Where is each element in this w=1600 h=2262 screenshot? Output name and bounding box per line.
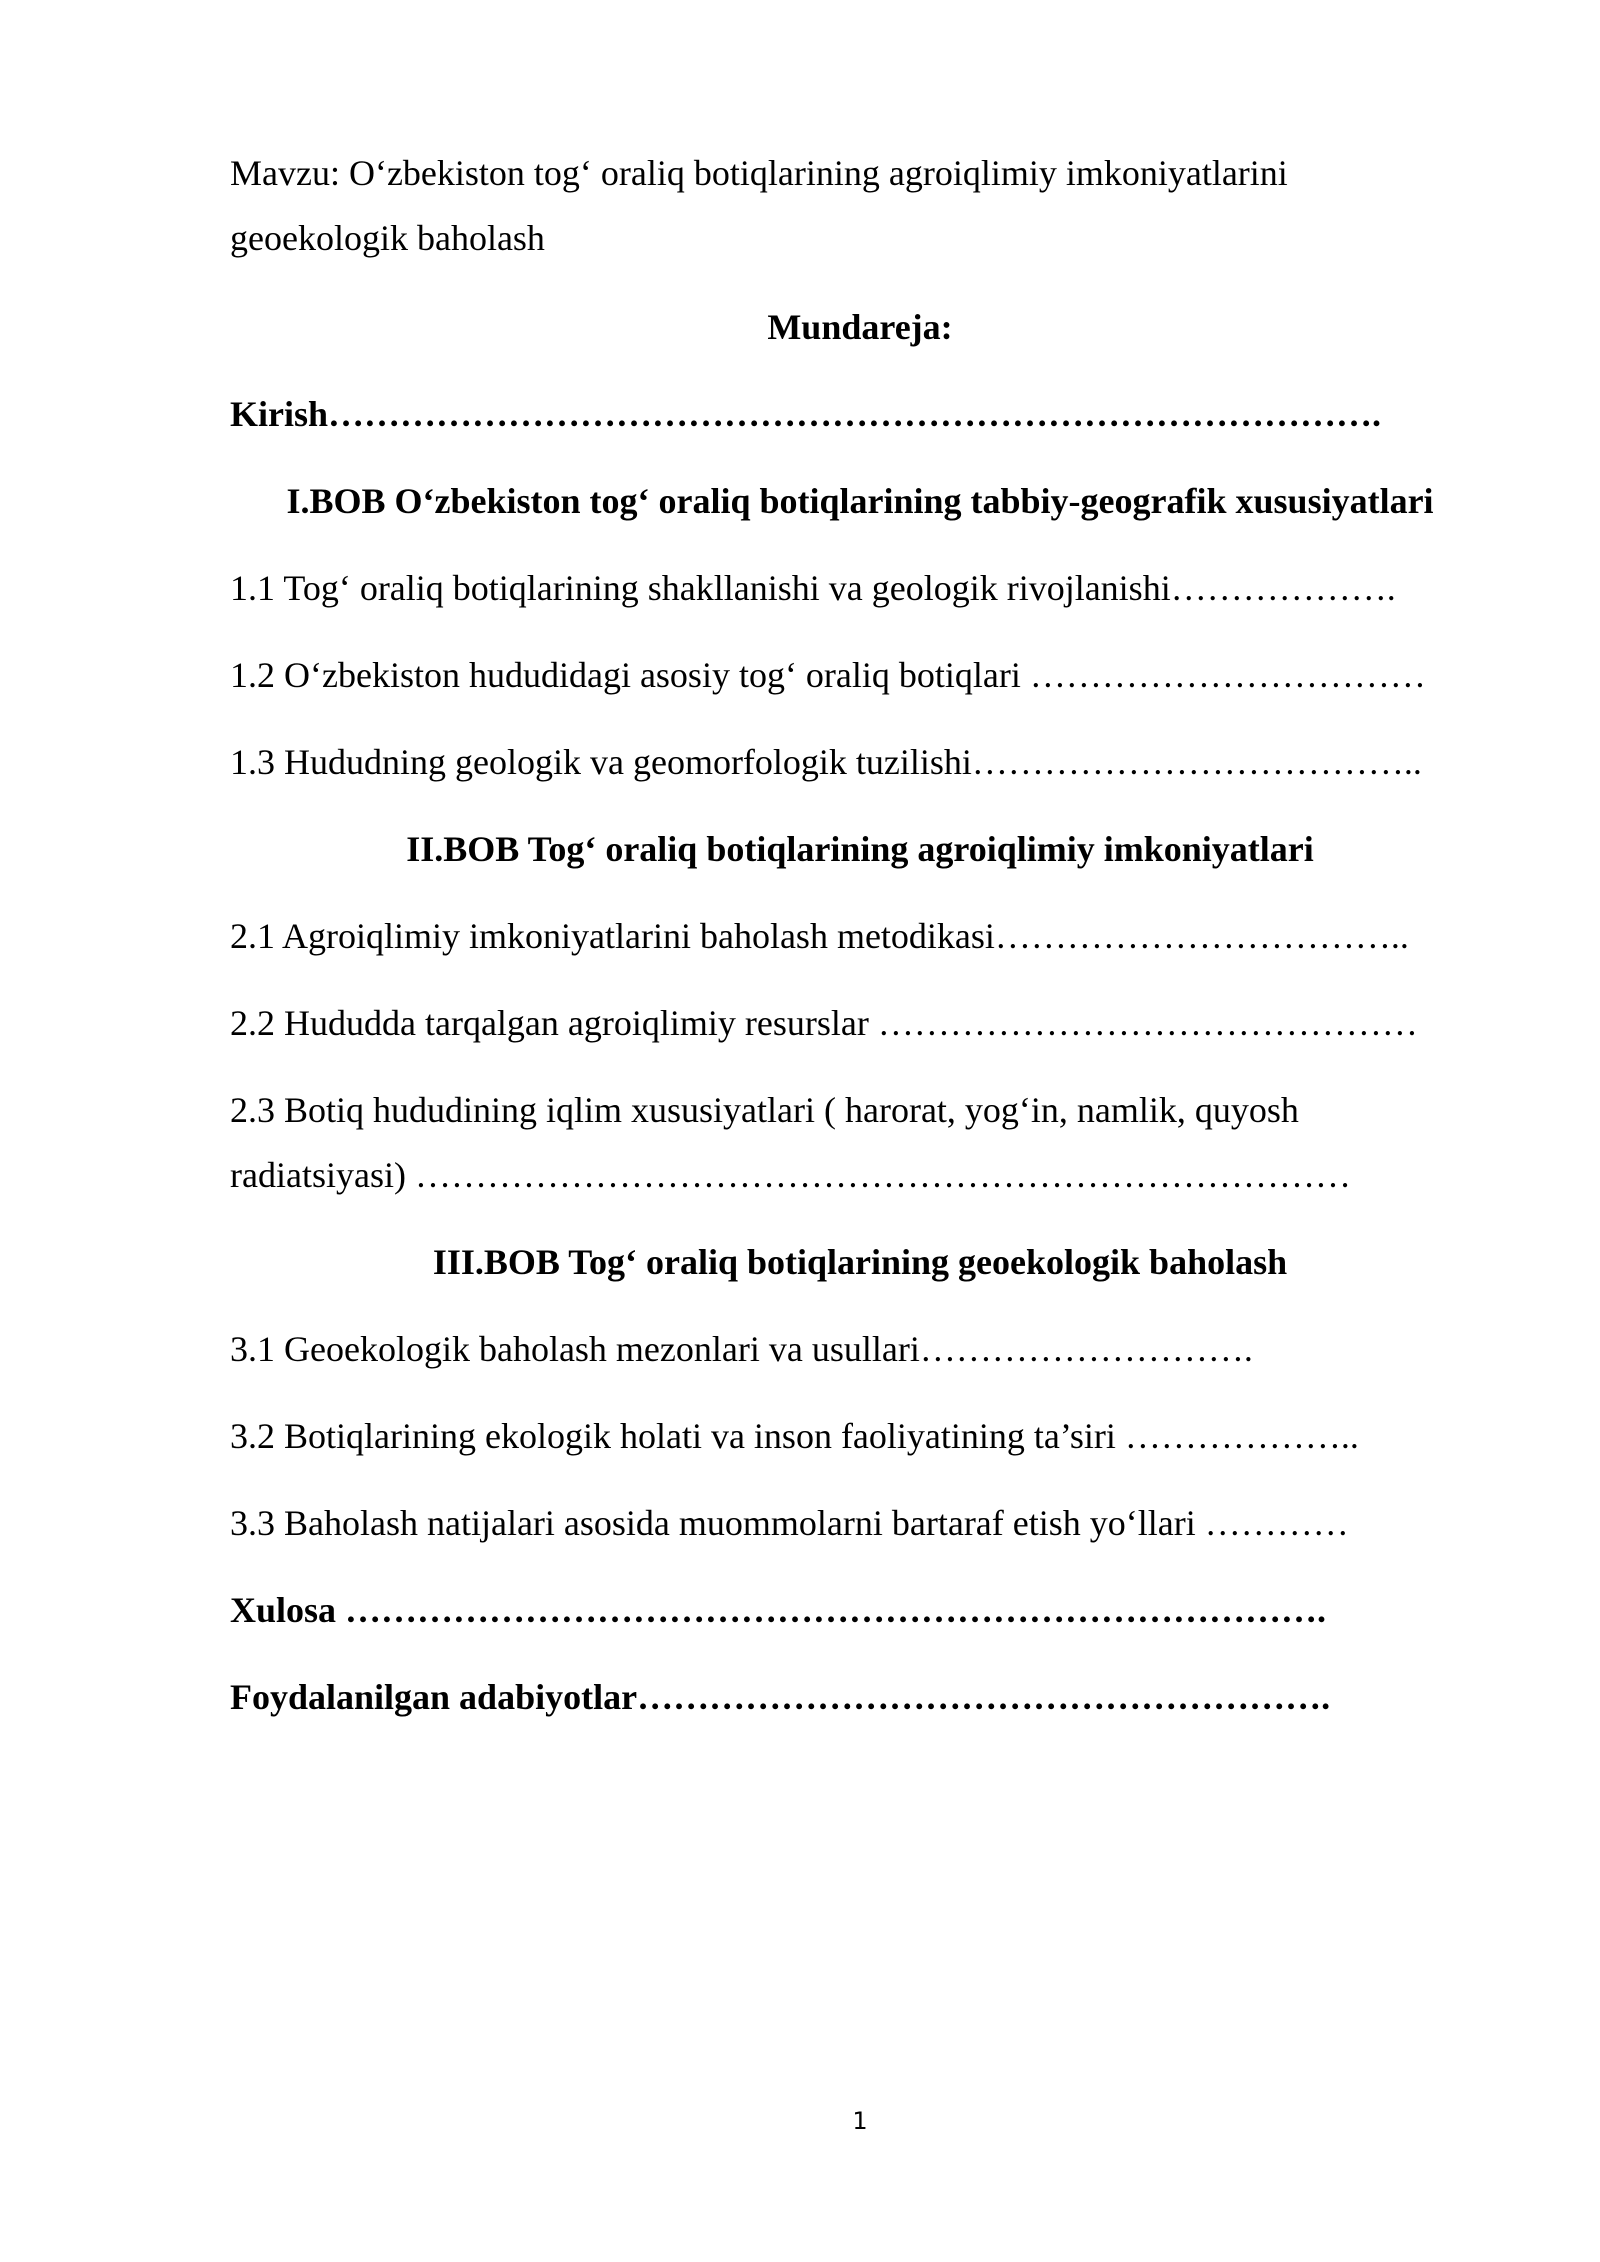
topic-line-2: geoekologik baholash — [230, 218, 545, 258]
toc-introduction: Kirish……………………………………………………………………………. — [230, 394, 1382, 434]
toc-references: Foydalanilgan adabiyotlar…………………………………………………. — [230, 1677, 1331, 1717]
toc-item-3-2: 3.2 Botiqlarining ekologik holati va inson faoliyatining ta’siri ……………….. — [230, 1416, 1359, 1456]
chapter-3-title: III.BOB Tog‘ oraliq botiqlarining geoekologik baholash — [432, 1242, 1288, 1282]
topic-line-1: Mavzu: O‘zbekiston tog‘ oraliq botiqlarining agroiqlimiy imkoniyatlarini — [230, 153, 1288, 193]
toc-item-2-2: 2.2 Hududda tarqalgan agroiqlimiy resurslar ……………………………………… — [230, 1003, 1418, 1043]
toc-item-2-3-line-2: radiatsiyasi) …………………………………………………………………… — [230, 1155, 1351, 1195]
toc-item-2-3-line-1: 2.3 Botiq hududining iqlim xususiyatlari ( harorat, yog‘in, namlik, quyosh — [230, 1090, 1299, 1130]
chapter-2-title: II.BOB Tog‘ oraliq botiqlarining agroiqlimiy imkoniyatlari — [406, 829, 1314, 869]
toc-item-1-3: 1.3 Hududning geologik va geomorfologik tuzilishi……………………………….. — [230, 742, 1422, 782]
toc-item-1-1: 1.1 Tog‘ oraliq botiqlarining shakllanishi va geologik rivojlanishi………………. — [230, 568, 1396, 608]
toc-item-3-3: 3.3 Baholash natijalari asosida muommolarni bartaraf etish yo‘llari ………… — [230, 1503, 1349, 1543]
chapter-1-title: I.BOB O‘zbekiston tog‘ oraliq botiqlarining tabbiy-geografik xususiyatlari — [286, 481, 1434, 521]
contents-heading: Mundareja: — [767, 307, 953, 347]
toc-item-1-2: 1.2 O‘zbekiston hududidagi asosiy tog‘ oraliq botiqlari …………………………… — [230, 655, 1426, 695]
toc-item-3-1: 3.1 Geoekologik baholash mezonlari va usullari………………………. — [230, 1329, 1253, 1369]
page-number: 1 — [852, 2107, 868, 2135]
toc-item-2-1: 2.1 Agroiqlimiy imkoniyatlarini baholash metodikasi…………………………….. — [230, 916, 1409, 956]
toc-conclusion: Xulosa ………………………………………………………………………. — [230, 1590, 1327, 1630]
